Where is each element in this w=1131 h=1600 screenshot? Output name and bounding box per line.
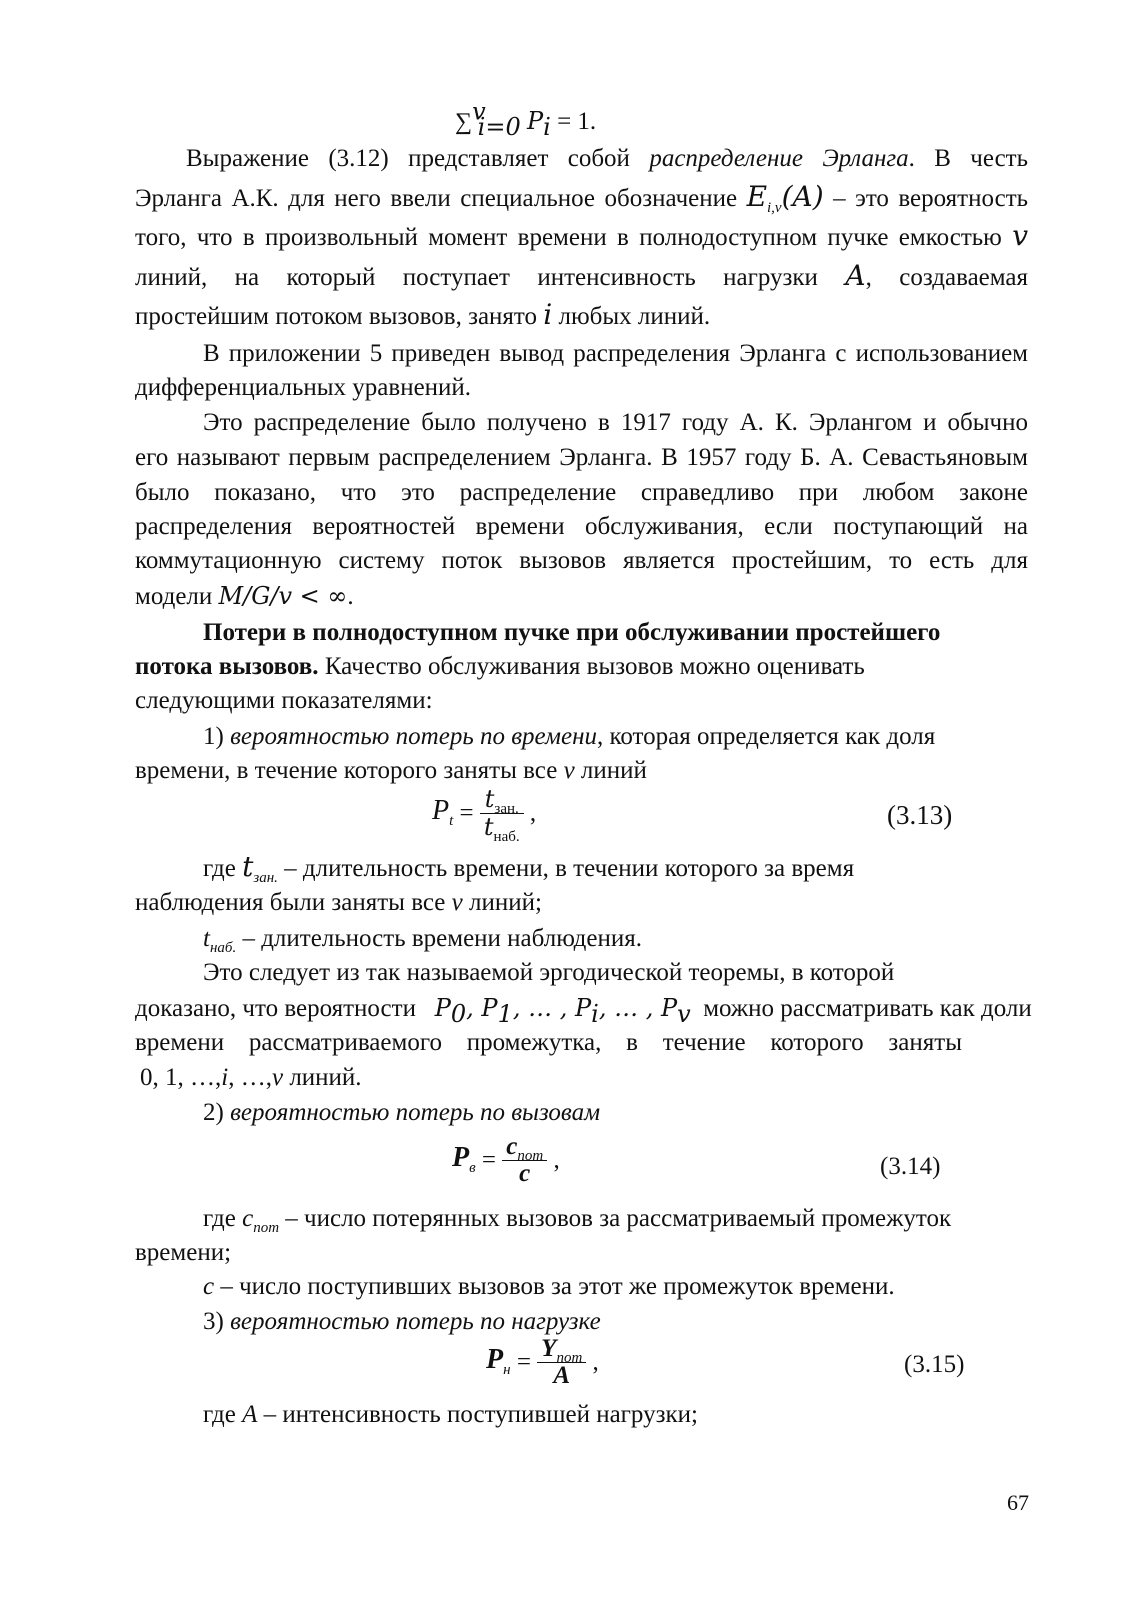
paragraph-line: c – число поступивших вызовов за этот же промежуток времени. xyxy=(203,1273,895,1300)
paragraph-line: линий, на который поступает интенсивность нагрузки A, создаваемая xyxy=(135,259,1029,292)
paragraph-line: времени; xyxy=(135,1239,232,1266)
section-heading: Потери в полнодоступном пучке при обслуживании простейшего xyxy=(203,619,941,646)
sum-equation: ∑$^v_{i=0}$ $P_i = 1$. xyxy=(455,97,597,141)
paragraph-line: В приложении 5 приведен вывод распределения Эрланга с использованием xyxy=(203,340,1028,367)
equation-number: (3.15) xyxy=(904,1351,965,1378)
paragraph-line: модели M/G/v < ∞. xyxy=(135,582,354,610)
paragraph-line: Это распределение было получено в 1917 году А. К. Эрлангом и обычно xyxy=(203,409,1028,436)
paragraph-line: времени рассматриваемого промежутка, в течение которого заняты xyxy=(135,1029,962,1056)
paragraph-line: доказано, что вероятности $P_0$, $P_1$, … , $P_i$, … , $P_v$ можно рассматривать как доли xyxy=(135,994,1032,1028)
equation-3-15: $P_н$ = $\frac{Y_{пот}}{A}$ , xyxy=(486,1335,599,1389)
paragraph-line: времени, в течение которого заняты все v линий xyxy=(135,757,647,784)
paragraph-line: его называют первым распределением Эрланга. В 1957 году Б. А. Севастьяновым xyxy=(135,444,1028,471)
paragraph-line: того, что в произвольный момент времени в полнодоступном пучке емкостью v xyxy=(135,219,1029,252)
page-number: 67 xyxy=(1007,1490,1029,1515)
paragraph-line: 0, 1, …,i, …,v линий. xyxy=(140,1064,362,1091)
paragraph-line: следующими показателями: xyxy=(135,687,433,714)
paragraph-line: дифференциальных уравнений. xyxy=(135,374,472,401)
equation-number: (3.13) xyxy=(887,800,953,830)
equation-3-13: $P_t$ = $\frac{t_{зан.}}{t_{наб.}}$ , xyxy=(432,785,537,845)
paragraph-line: Выражение (3.12) представляет собой распределение Эрланга. В честь xyxy=(186,145,1028,172)
paragraph-line: Это следует из так называемой эргодической теоремы, в которой xyxy=(203,959,895,986)
paragraph-line: было показано, что это распределение справедливо при любом законе xyxy=(135,479,1028,506)
paragraph-line: где A – интенсивность поступившей нагрузки; xyxy=(203,1401,698,1428)
paragraph-line: коммутационную систему поток вызовов является простейшим, то есть для xyxy=(135,547,1028,574)
paragraph-line: распределения вероятностей времени обслуживания, если поступающий на xyxy=(135,513,1028,540)
equation-number: (3.14) xyxy=(880,1153,941,1180)
equation-3-14: $P_в$ = $\frac{c_{пот}}{c}$ , xyxy=(452,1133,560,1187)
paragraph-line: где $c_{пот}$ – число потерянных вызовов за рассматриваемый промежуток xyxy=(203,1205,952,1236)
list-item: 2) вероятностью потерь по вызовам xyxy=(203,1099,601,1126)
paragraph-line: наблюдения были заняты все v линий; xyxy=(135,889,542,916)
list-item: 1) вероятностью потерь по времени, которая определяется как доля xyxy=(203,723,936,750)
paragraph-line: $t_{наб.}$ – длительность времени наблюдения. xyxy=(203,925,642,956)
paragraph-line: Эрланга А.К. для него ввели специальное обозначение $E_{i,v}(A)$ – это вероятность xyxy=(135,180,1029,216)
paragraph-line: потока вызовов. Качество обслуживания вызовов можно оценивать xyxy=(135,653,865,680)
paragraph-line: простейшим потоком вызовов, занято i любых линий. xyxy=(135,298,711,331)
paragraph-line: где $t_{зан.}$ – длительность времени, в течении которого за время xyxy=(203,850,855,886)
list-item: 3) вероятностью потерь по нагрузке xyxy=(203,1308,601,1335)
